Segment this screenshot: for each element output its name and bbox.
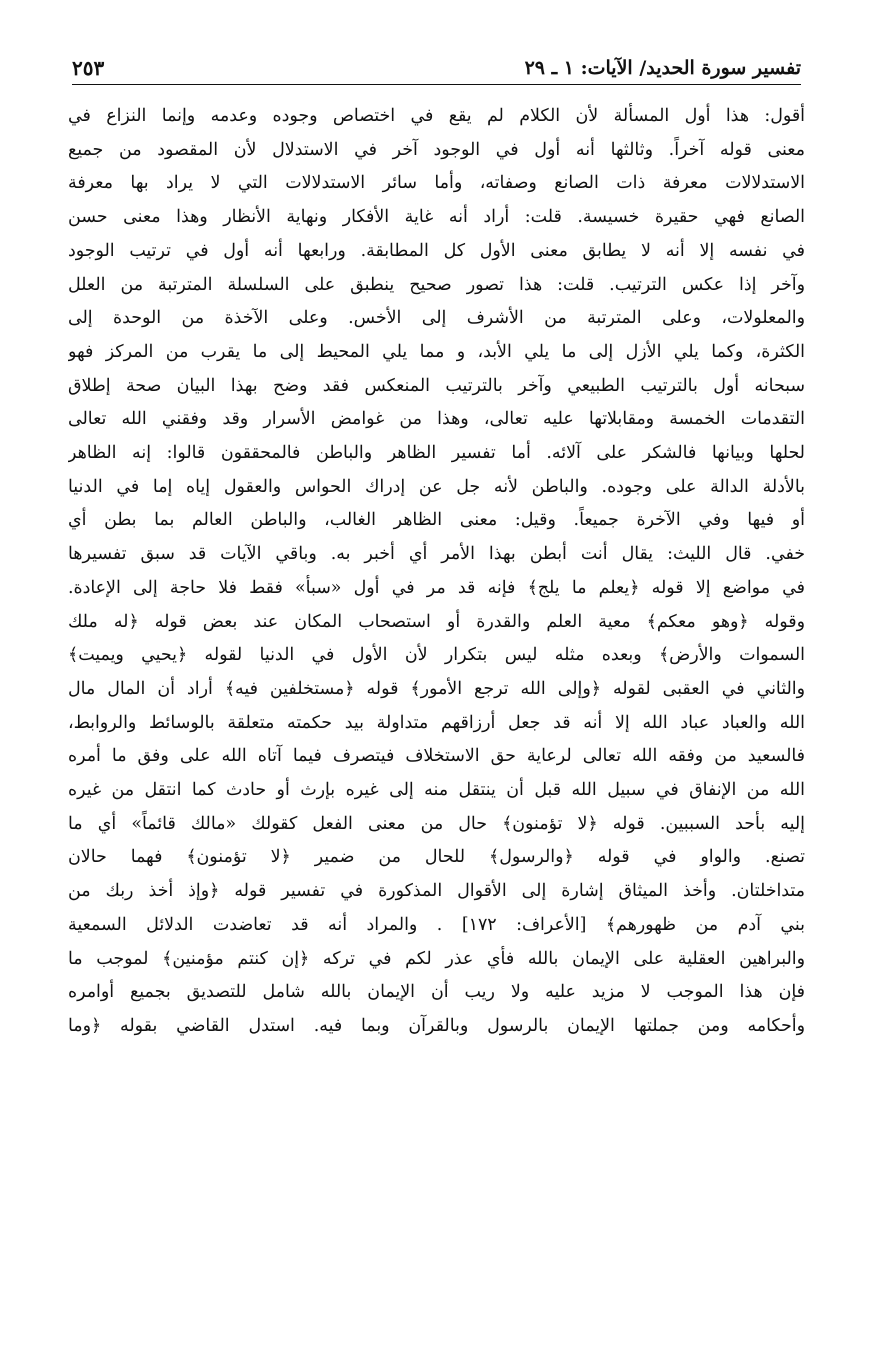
- text-line: لحلها وبيانها فالشكر على آلائه. أما تفسير الظاهر والباطن فالمحققون قالوا: إنه الظاهر: [68, 443, 805, 464]
- text-line: الله من الإنفاق في سبيل الله قبل أن ينتقل منه إلى غيره بإرث أو حادث كما انتقل من غيره: [68, 780, 805, 801]
- running-title: تفسير سورة الحديد/ الآيات: ١ ـ ٢٩: [524, 57, 801, 79]
- text-line: فالسعيد من وفقه الله تعالى لرعاية حق الاستخلاف فيتصرف فيما آتاه الله على وفق ما أمره: [68, 746, 805, 767]
- text-line: إليه بأحد السببين. قوله ﴿لا تؤمنون﴾ حال من معنى الفعل كقولك «مالك قائماً» أي ما: [68, 813, 805, 834]
- text-line: الكثرة، وكما يلي الأزل إلى ما يلي الأبد، و مما يلي المحيط إلى ما يقرب من المركز فهو: [68, 341, 805, 362]
- text-line: الله والعباد عباد الله إلا أنه قد جعل أرزاقهم متداولة بيد حكمته متعلقة بالوسائط والروابط،: [68, 712, 805, 733]
- text-line: وقوله ﴿وهو معكم﴾ معية العلم والقدرة أو استصحاب المكان عند بعض قوله ﴿له ملك: [68, 611, 805, 632]
- text-line: فإن هذا الموجب لا مزيد عليه ولا ريب أن الإيمان بالله شامل للتصديق بجميع أوامره: [68, 982, 805, 1003]
- text-line: الاستدلالات معرفة ذات الصانع وصفاته، وأما سائر الاستدلالات التي لا يراد بها معرفة: [68, 173, 805, 194]
- text-line: في مواضع إلا قوله ﴿يعلم ما يلج﴾ فإنه قد مر في أول «سبأ» فقط فلا حاجة إلى الإعادة.: [68, 577, 805, 598]
- text-line: والبراهين العقلية على الإيمان بالله فأي عذر لكم في تركه ﴿إن كنتم مؤمنين﴾ لموجب ما: [68, 948, 805, 969]
- text-line: الصانع فهي حقيرة خسيسة. قلت: أراد أنه غاية الأفكار ونهاية الأنظار وهذا معنى حسن: [68, 207, 805, 228]
- text-line: أو فيها وفي الآخرة جميعاً. وقيل: معنى الظاهر الغالب، والباطن العالم بما بطن أي: [68, 510, 805, 531]
- text-line: وأحكامه ومن جملتها الإيمان بالرسول وبالقرآن وبما فيه. استدل القاضي بقوله ﴿وما: [68, 1015, 805, 1036]
- text-line: والمعلولات، وعلى المترتبة من الأشرف إلى الأخس. وعلى الآخذة من الوحدة إلى: [68, 308, 805, 329]
- text-line: وآخر إذا عكس الترتيب. قلت: هذا تصور صحيح ينطبق على السلسلة المترتبة من العلل: [68, 274, 805, 295]
- text-line: أقول: هذا أول المسألة لأن الكلام لم يقع في اختصاص وجوده وعدمه وإنما النزاع في: [68, 106, 805, 126]
- text-line: في نفسه إلا أنه لا يطابق معنى الأول كل المطابقة. ورابعها أنه أول في ترتيب الوجود: [68, 240, 805, 261]
- text-line: والثاني في العقبى لقوله ﴿وإلى الله ترجع الأمور﴾ قوله ﴿مستخلفين فيه﴾ أراد أن المال مال: [68, 678, 805, 699]
- body-text: [68, 100, 805, 1044]
- text-line: متداخلتان. وأخذ الميثاق إشارة إلى الأقوال المذكورة في تفسير قوله ﴿وإذ أخذ ربك من: [68, 881, 805, 902]
- text-line: السموات والأرض﴾ وبعده مثله ليس بتكرار لأن الأول في الدنيا لقوله ﴿يحيي ويميت﴾: [68, 645, 805, 666]
- text-line: خفي. قال الليث: يقال أنت أبطن بهذا الأمر أي أخبر به. وباقي الآيات قد سبق تفسيرها: [68, 544, 805, 565]
- text-line: معنى قوله آخراً. وثالثها أنه أول في الوجود آخر في الاستدلال لأن المقصود من جميع: [68, 139, 805, 160]
- text-line: التقدمات الخمسة ومقابلاتها عليه تعالى، وهذا من غوامض الأسرار وقد وفقني الله تعالى: [68, 409, 805, 430]
- text-line: سبحانه أول بالترتيب الطبيعي وآخر بالترتيب المنعكس فقد وضح بهذا البيان صحة إطلاق: [68, 375, 805, 396]
- page-number: ٢٥٣: [72, 56, 105, 80]
- text-line: بني آدم من ظهورهم﴾ [الأعراف: ١٧٢] . والمراد أنه قد تعاضدت الدلائل السمعية: [68, 914, 805, 935]
- text-line: تصنع. والواو في قوله ﴿والرسول﴾ للحال من ضمير ﴿لا تؤمنون﴾ فهما حالان: [68, 847, 805, 868]
- page-header: [72, 52, 801, 85]
- text-line: بالأدلة الدالة على وجوده. والباطن لأنه جل عن إدراك الحواس والعقول إياه إما في الدنيا: [68, 476, 805, 497]
